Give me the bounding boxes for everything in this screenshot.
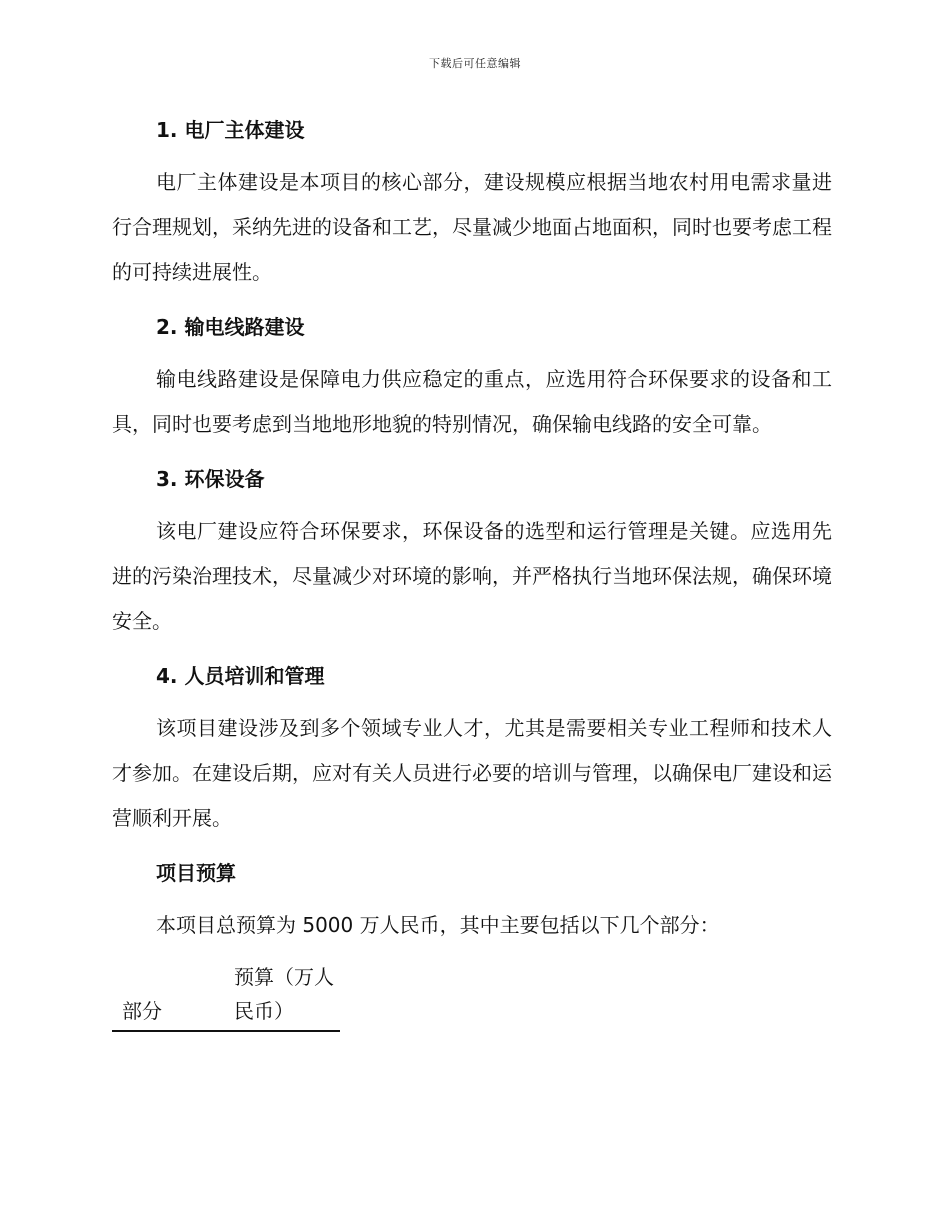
section-heading-transmission: 2. 输电线路建设 (156, 315, 305, 339)
section-heading-environmental: 3. 环保设备 (156, 467, 265, 491)
section-paragraph-transmission: 输电线路建设是保障电力供应稳定的重点，应选用符合环保要求的设备和工具，同时也要考虑到当地地形地貌的特别情况，确保输电线路的安全可靠。 (112, 367, 832, 436)
section-heading-power-plant: 1. 电厂主体建设 (156, 118, 305, 142)
section-heading-training: 4. 人员培训和管理 (156, 664, 325, 688)
section-heading-budget: 项目预算 (156, 861, 236, 885)
budget-table-header-budget: 预算（万人民币） (234, 960, 340, 1031)
page-header: 下载后可任意编辑 (429, 57, 521, 70)
section-paragraph-environmental: 该电厂建设应符合环保要求，环保设备的选型和运行管理是关键。应选用先进的污染治理技术，尽量减少对环境的影响，并严格执行当地环保法规，确保环境安全。 (112, 519, 832, 633)
budget-table (112, 960, 340, 1032)
section-paragraph-training: 该项目建设涉及到多个领域专业人才，尤其是需要相关专业工程师和技术人才参加。在建设后期，应对有关人员进行必要的培训与管理，以确保电厂建设和运营顺利开展。 (112, 716, 832, 830)
budget-table-header-row (112, 960, 340, 1031)
budget-table-header-part: 部分 (112, 960, 234, 1031)
section-paragraph-budget: 本项目总预算为 5000 万人民币，其中主要包括以下几个部分： (156, 913, 720, 937)
document-body (112, 110, 832, 1032)
section-paragraph-power-plant: 电厂主体建设是本项目的核心部分，建设规模应根据当地农村用电需求量进行合理规划，采纳先进的设备和工艺，尽量减少地面占地面积，同时也要考虑工程的可持续进展性。 (112, 170, 832, 284)
